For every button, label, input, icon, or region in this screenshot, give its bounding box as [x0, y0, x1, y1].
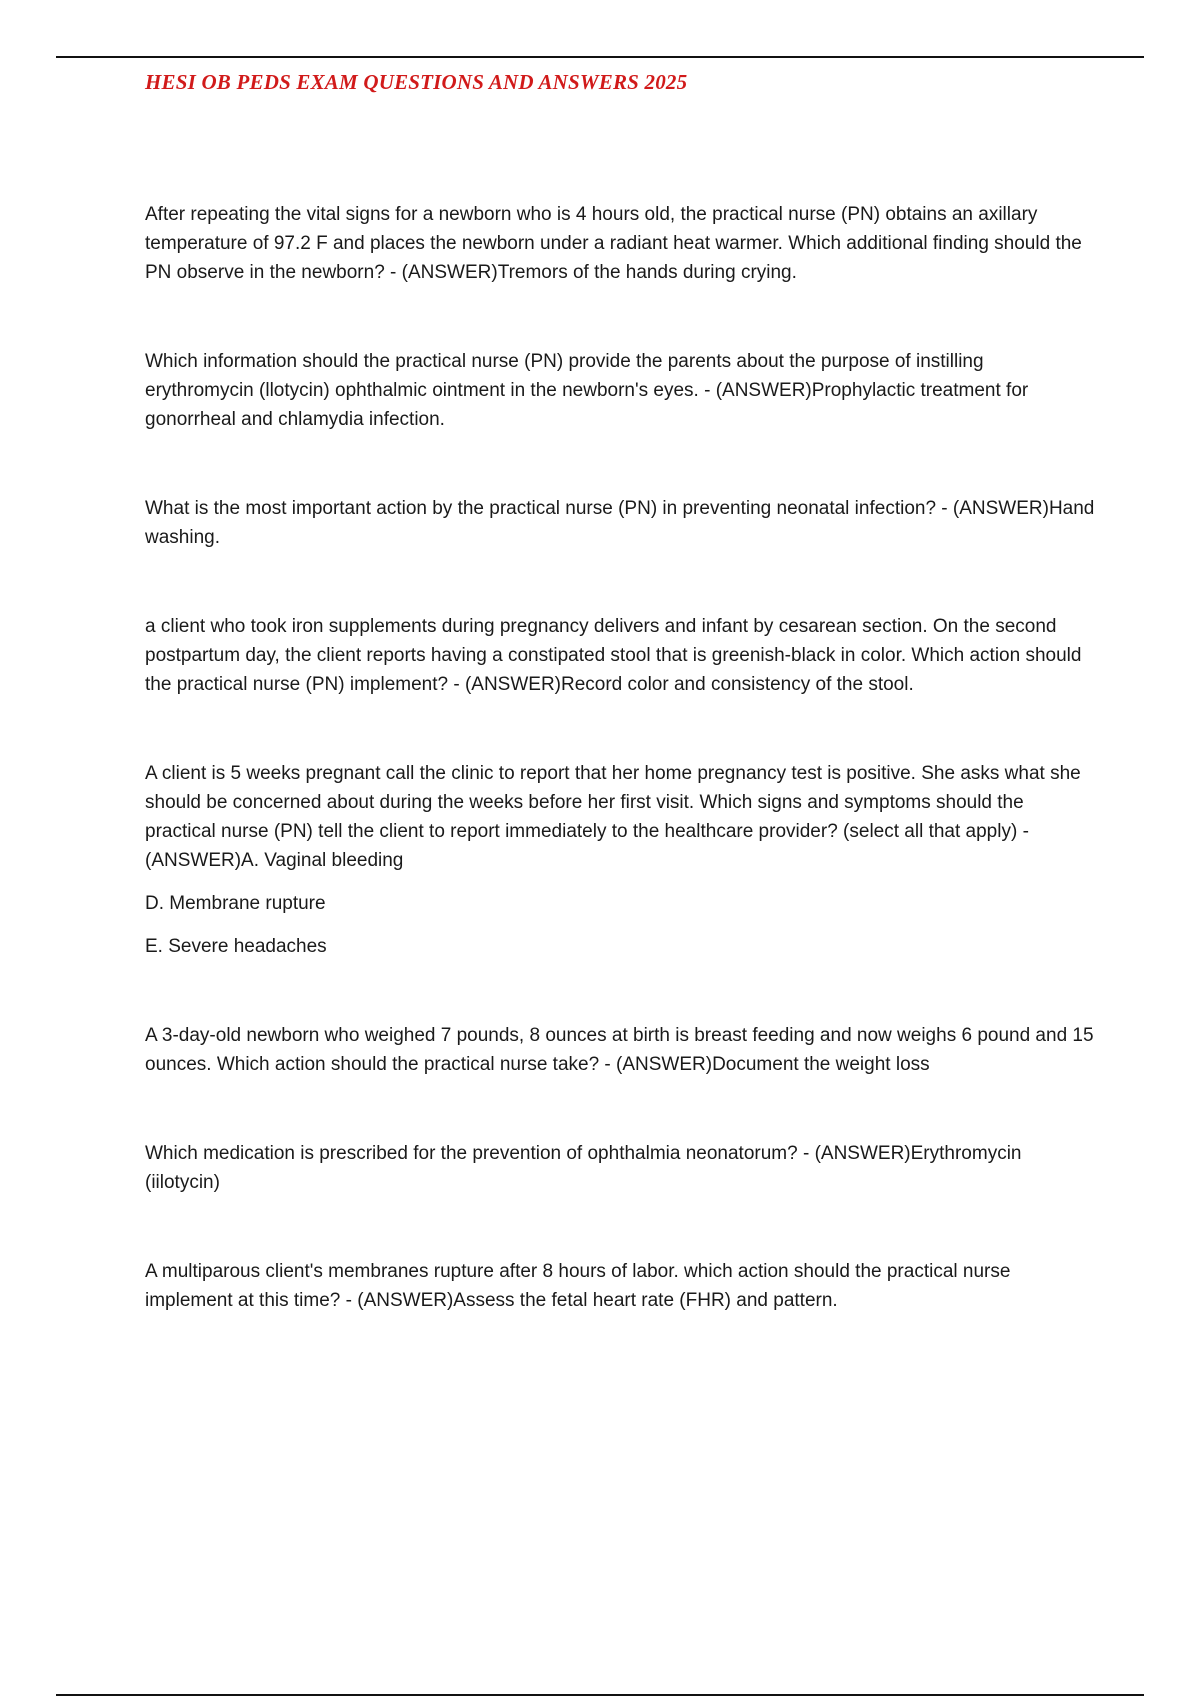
qa-item-2: Which information should the practical nurse (PN) provide the parents about the purpose of instilling erythromycin (llotycin) ophthalmic ointment in the newborn's eyes. - (ANSWER)Prophylactic treatment for gonorrheal and chlamydia infection. [145, 351, 1029, 430]
qa-item-6: A 3-day-old newborn who weighed 7 pounds, 8 ounces at birth is breast feeding and now weighs 6 pound and 15 ounces. Which action should the practical nurse take? - (ANSWER)Document the weight loss [145, 1025, 1094, 1075]
qa-item-5-answer-e: E. Severe headaches [145, 936, 327, 957]
qa-item-5-text: A client is 5 weeks pregnant call the clinic to report that her home pregnancy test is positive. She asks what she should be concerned about during the weeks before her first visit. Which signs and symptoms should the practical nurse (PN) tell the client to report immediately to the healthcare provider? (select all that apply) - (ANSWER)A. Vaginal bleeding [145, 763, 1081, 871]
header-rule [56, 56, 1144, 58]
qa-item-7: Which medication is prescribed for the prevention of ophthalmia neonatorum? - (ANSWER)Erythromycin (iilotycin) [145, 1143, 1022, 1193]
qa-item-3: What is the most important action by the practical nurse (PN) in preventing neonatal infection? - (ANSWER)Hand washing. [145, 498, 1095, 548]
qa-item-4: a client who took iron supplements during pregnancy delivers and infant by cesarean section. On the second postpartum day, the client reports having a constipated stool that is greenish-black in color. Which action should the practical nurse (PN) implement? - (ANSWER)Record color and consistency of the stool. [145, 616, 1082, 695]
qa-item-8: A multiparous client's membranes rupture after 8 hours of labor. which action should the practical nurse implement at this time? - (ANSWER)Assess the fetal heart rate (FHR) and pattern. [145, 1261, 1011, 1311]
footer-rule [56, 1694, 1144, 1696]
qa-item-1: After repeating the vital signs for a newborn who is 4 hours old, the practical nurse (PN) obtains an axillary temperature of 97.2 F and places the newborn under a radiant heat warmer. Which additional finding should the PN observe in the newborn? - (ANSWER)Tremors of the hands during crying. [145, 204, 1082, 283]
qa-item-5 [145, 759, 1095, 961]
document-title: HESI OB PEDS EXAM QUESTIONS AND ANSWERS 2025 [145, 70, 688, 94]
qa-list [145, 200, 1095, 1315]
qa-item-5-answer-d: D. Membrane rupture [145, 893, 326, 914]
